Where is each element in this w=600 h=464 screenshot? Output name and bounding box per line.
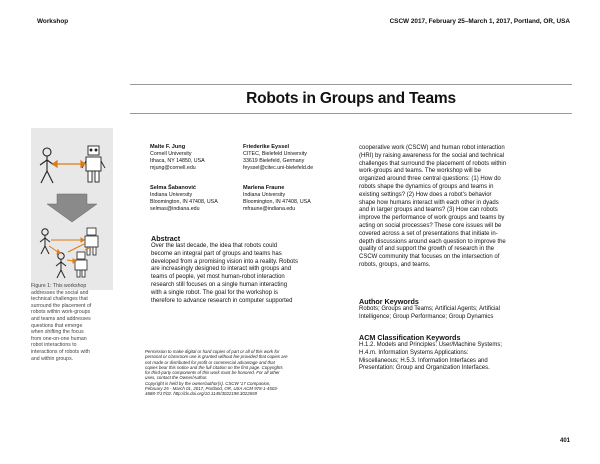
author-email: feyssel@citec.uni-bielefeld.de: [243, 165, 314, 171]
author-name: Malte F. Jung: [150, 144, 186, 150]
author-block-jung: [150, 144, 245, 172]
paper-title: Robots in Groups and Teams: [246, 90, 456, 107]
author-address: Bloomington, IN 47408, USA: [150, 199, 218, 205]
title-rule-bottom: [130, 113, 572, 114]
author-address: 33619 Bielefeld, Germany: [243, 158, 305, 164]
figure-caption: Figure 1: This workshop addresses the social and technical challenges that surround the placement of robots within work-groups and teams and addresses questions that emerge when shifting the focus from one-on-one human robot interactions to interactions of robots with and within groups.: [31, 283, 92, 362]
interaction-arrows-top: [53, 161, 85, 167]
acm-classification-heading: ACM Classification Keywords: [359, 333, 461, 342]
author-affiliation: CITEC, Bielefeld University: [243, 151, 307, 157]
author-address: Ithaca, NY 14850, USA: [150, 158, 205, 164]
author-name: Friederike Eyssel: [243, 144, 290, 150]
author-block-sabanovic: [150, 185, 245, 213]
author-name: Marlena Fraune: [243, 185, 285, 191]
human-group-bottom: [40, 229, 66, 278]
author-affiliation: Indiana University: [243, 192, 286, 198]
robot-group-bottom: [75, 228, 98, 277]
transition-arrow-icon: [47, 194, 97, 222]
author-block-fraune: [243, 185, 363, 213]
author-keywords-heading: Author Keywords: [359, 297, 419, 306]
author-affiliation: Cornell University: [150, 151, 192, 157]
author-affiliation: Indiana University: [150, 192, 193, 198]
author-address: Bloomington, IN 47408, USA: [243, 199, 311, 205]
author-email: selmas@indiana.edu: [150, 206, 200, 212]
running-header-right: CSCW 2017, February 25–March 1, 2017, Portland, OR, USA: [389, 18, 570, 25]
acm-classification-body: H.1.2. Models and Principles: User/Machine Systems; H.4.m. Information Systems Applications: Miscellaneous; H.5.3. Information Interfaces and Presentation: Group and Organization Interfaces.: [359, 342, 503, 372]
author-email: mjung@cornell.edu: [150, 165, 196, 171]
author-block-eyssel: [243, 144, 363, 172]
page-number: 401: [559, 438, 570, 444]
human-figure-top: [40, 148, 54, 183]
abstract-body: Over the last decade, the idea that robots could become an integral part of groups and teams has developed from a promising vision into a reality. Robots are increasingly designed to interact with groups and teams of people, yet most human-robot interaction research still focuses on a single human interacting with a single robot. The goal for the workshop is therefore to advance research in computer supported: [151, 243, 298, 304]
author-keywords-body: Robots; Groups and Teams; Artificial Agents; Artificial Intelligence; Group Performance; Group Dynamics: [359, 306, 500, 320]
author-name: Selma Šabanović: [150, 185, 197, 191]
permission-notice: Permission to make digital or hard copies of part or all of this work for personal or classroom use is granted without fee provided that copies are not made or distributed for profit or commercial advantage and that copies bear this notice and the full citation on the first page. Copyrights for third-party components of this work must be honored. For all other uses, contact the Owner/Author. Copyright is held by the owner/author(s). CSCW '17 Companion, February 25 - March 01, 2017, Portland, OR, USA ACM 978-1-4503- 4688-7/17/02. http://dx.doi.org/10.1145/3022198.3022659: [145, 349, 288, 397]
figure-illustration: [31, 128, 113, 290]
figure-1: [31, 128, 113, 290]
abstract-heading: Abstract: [151, 234, 181, 243]
title-rule-top: [130, 84, 572, 85]
author-email: mfraune@indiana.edu: [243, 206, 296, 212]
running-header-left: Workshop: [37, 18, 69, 25]
abstract-continuation: cooperative work (CSCW) and human robot interaction (HRI) by raising awareness for the social and technical challenges that surround the placement of robots within work-groups and teams. The workshop will be organized around three central questions: (1) How do robots shape the dynamics of groups and teams in existing settings? (2) How does a robot's behavior shape how humans interact with each other in dyads and in larger groups and teams? (3) How can robots improve the performance of work groups and teams by acting on social processes? These core issues will be covered across a set of presentations that initiate in- depth discussions around each question to improve the quality of and support the growth of research in the CSCW community that focuses on the intersection of robots, groups, and teams.: [359, 145, 507, 268]
